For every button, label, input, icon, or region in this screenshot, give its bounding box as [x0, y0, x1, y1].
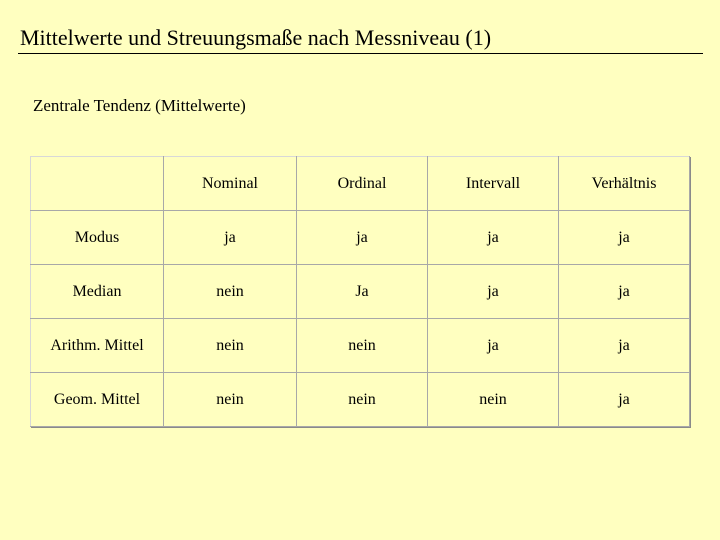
- column-header: Nominal: [164, 157, 297, 211]
- table-cell: ja: [428, 265, 559, 319]
- slide-title: Mittelwerte und Streuungsmaße nach Messniveau (1): [20, 25, 492, 50]
- table-cell: nein: [164, 319, 297, 373]
- row-label: Geom. Mittel: [31, 373, 164, 427]
- table-header-row: [31, 157, 690, 211]
- table-row: [31, 373, 690, 427]
- row-label: Modus: [31, 211, 164, 265]
- row-label: Arithm. Mittel: [31, 319, 164, 373]
- measurement-level-table: [30, 156, 690, 427]
- table-cell: Ja: [297, 265, 428, 319]
- table-cell: nein: [297, 373, 428, 427]
- table-row: [31, 211, 690, 265]
- title-underline: [18, 53, 703, 54]
- table-cell: ja: [559, 211, 690, 265]
- column-header: Ordinal: [297, 157, 428, 211]
- table-cell: nein: [164, 265, 297, 319]
- table-cell: nein: [428, 373, 559, 427]
- table-cell: ja: [428, 211, 559, 265]
- section-subtitle: Zentrale Tendenz (Mittelwerte): [33, 96, 246, 115]
- table-cell: ja: [559, 265, 690, 319]
- table-cell: ja: [428, 319, 559, 373]
- column-header: Intervall: [428, 157, 559, 211]
- table-cell: ja: [297, 211, 428, 265]
- table-cell: nein: [297, 319, 428, 373]
- table-cell: ja: [164, 211, 297, 265]
- table-cell: nein: [164, 373, 297, 427]
- column-header: Verhältnis: [559, 157, 690, 211]
- table-row: [31, 265, 690, 319]
- header-corner-cell: [31, 157, 164, 211]
- table-cell: ja: [559, 319, 690, 373]
- row-label: Median: [31, 265, 164, 319]
- table-cell: ja: [559, 373, 690, 427]
- table-row: [31, 319, 690, 373]
